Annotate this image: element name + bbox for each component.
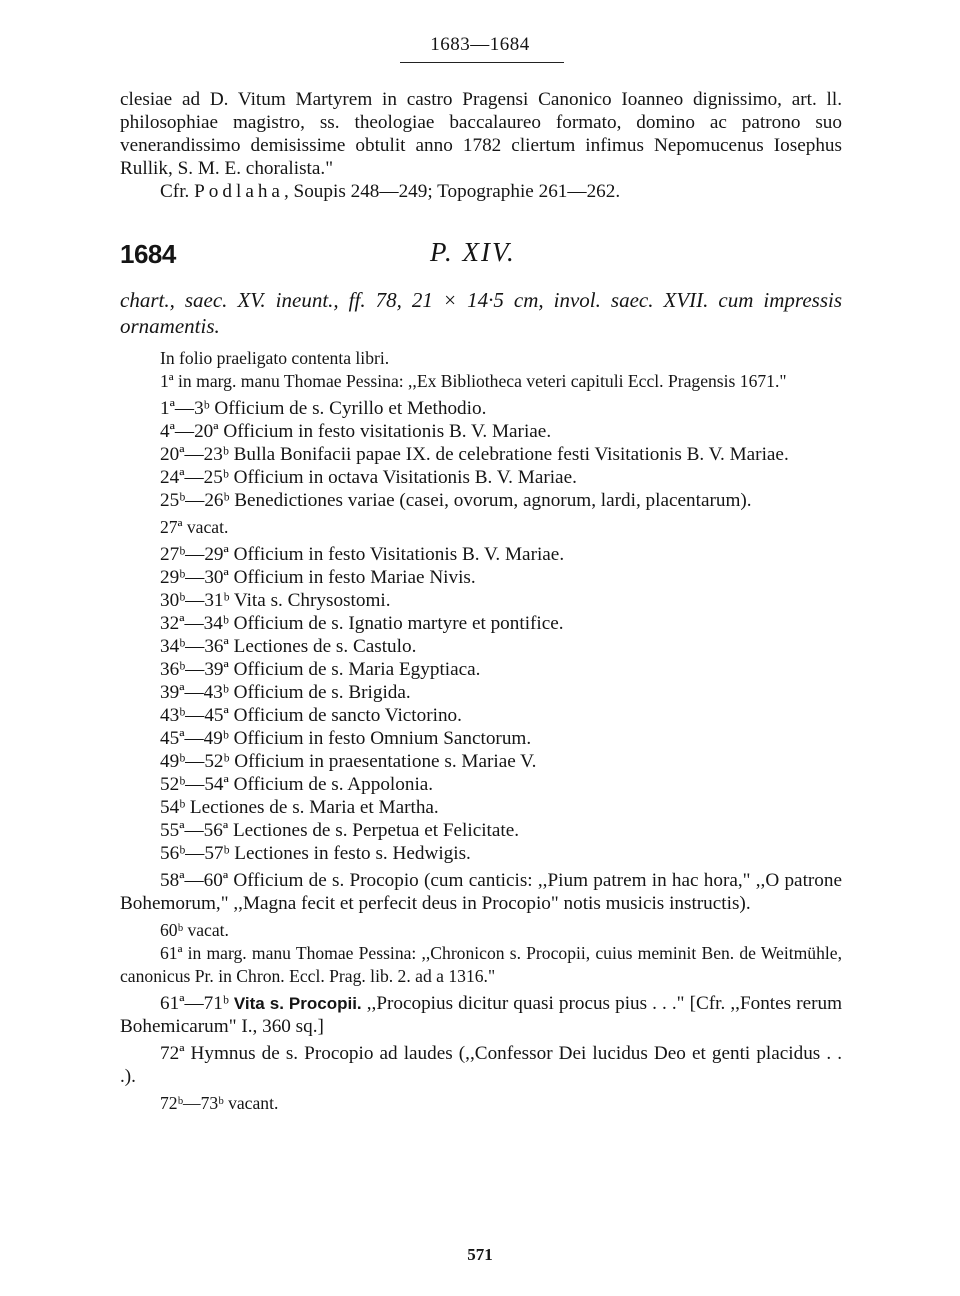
content-line: 30ᵇ—31ᵇ Vita s. Chrysostomi. <box>160 590 391 611</box>
content-line: 56ᵇ—57ᵇ Lectiones in festo s. Hedwigis. <box>160 843 471 864</box>
vita-line <box>120 992 842 1038</box>
vita-folio: 61ª—71ᵇ <box>160 993 229 1014</box>
content-line: 24ª—25ᵇ Officium in octava Visitationis B. V. Mariae. <box>160 467 577 488</box>
entry-number: 1684 <box>120 239 176 269</box>
vita-rest: ,,Procopius dicitur quasi procus pius . . ." [Cfr. ,,Fontes rerum Bohemicarum" I., 360 sq.] <box>120 993 843 1037</box>
entry-heading <box>120 237 842 281</box>
page-number: 571 <box>467 1245 493 1264</box>
content-line: 4ª—20ª Officium in festo visitationis B. V. Mariae. <box>160 421 552 442</box>
entry-description: chart., saec. XV. ineunt., ff. 78, 21 × 14·5 cm, invol. saec. XVII. cum impressis ornamentis. <box>120 288 842 338</box>
content-line: In folio praeligato contenta libri. <box>160 348 390 368</box>
entry-spacer <box>120 203 842 237</box>
text-column <box>120 88 842 1115</box>
content-line: 34ᵇ—36ª Lectiones de s. Castulo. <box>160 636 417 657</box>
content-line: 52ᵇ—54ª Officium de s. Appolonia. <box>160 774 434 795</box>
content-line: 39ª—43ᵇ Officium de s. Brigida. <box>160 682 411 703</box>
content-line: 43ᵇ—45ª Officium de sancto Victorino. <box>160 705 462 726</box>
content-line: 55ª—56ª Lectiones de s. Perpetua et Felicitate. <box>160 820 520 841</box>
content-line: 32ª—34ᵇ Officium de s. Ignatio martyre et pontifice. <box>160 613 564 634</box>
content-line: 72ᵇ—73ᵇ vacant. <box>160 1093 279 1113</box>
content-line: 60ᵇ vacat. <box>160 920 229 940</box>
cfr-rest: , Soupis 248—249; Topographie 261—262. <box>283 181 621 202</box>
cfr-author: Podlaha <box>194 181 284 202</box>
intro-paragraph: clesiae ad D. Vitum Martyrem in castro Pragensi Canonico Ioanneo dignissimo, art. ll. philosophiae magistro, ss. theologiae baccalaureo formato, domino ac patrono suo venerandissimo demisissime obtulit anno 1782 cliertum infimus Nepomucenus Iosephus Rullik, S. M. E. choralista." <box>120 89 842 179</box>
intro-reference <box>120 180 842 203</box>
running-head: 1683—1684 <box>430 34 530 55</box>
vita-title: Vita s. Procopii. <box>233 994 362 1013</box>
running-head-rule <box>400 62 564 63</box>
content-line: 49ᵇ—52ᵇ Officium in praesentatione s. Mariae V. <box>160 751 537 772</box>
content-line: 1ª in marg. manu Thomae Pessina: ,,Ex Bibliotheca veteri capituli Eccl. Pragensis 1671." <box>160 371 787 391</box>
entry-signature: P. XIV. <box>430 237 516 267</box>
content-line: 54ᵇ Lectiones de s. Maria et Martha. <box>160 797 439 818</box>
content-line: 20ª—23ᵇ Bulla Bonifacii papae IX. de celebratione festi Visitationis B. V. Mariae. <box>160 444 789 465</box>
content-line: 27ª vacat. <box>160 517 229 537</box>
content-line: 29ᵇ—30ª Officium in festo Mariae Nivis. <box>160 567 476 588</box>
content-line: 1ª—3ᵇ Officium de s. Cyrillo et Methodio. <box>160 398 487 419</box>
content-line: 72ª Hymnus de s. Procopio ad laudes (,,Confessor Dei lucidus Deo et genti placidus . . .). <box>120 1043 842 1087</box>
content-line: 36ᵇ—39ª Officium de s. Maria Egyptiaca. <box>160 659 481 680</box>
content-line: 27ᵇ—29ª Officium in festo Visitationis B. V. Mariae. <box>160 544 565 565</box>
content-line: 25ᵇ—26ᵇ Benedictiones variae (casei, ovorum, agnorum, lardi, placentarum). <box>160 490 752 511</box>
content-line: 61ª in marg. manu Thomae Pessina: ,,Chronicon s. Procopii, cuius meminit Ben. de Weitmühle, canonicus Pr. in Chron. Eccl. Prag. lib. 2. ad a 1316." <box>120 943 842 986</box>
cfr-label: Cfr. <box>160 181 190 202</box>
content-line: 58ª—60ª Officium de s. Procopio (cum canticis: ,,Pium patrem in hac hora," ,,O patrone Bohemorum," ,,Magna fecit et perfecit deus in Procopio" notis musicis instructis). <box>120 870 842 914</box>
content-line: 45ª—49ᵇ Officium in festo Omnium Sanctorum. <box>160 728 532 749</box>
